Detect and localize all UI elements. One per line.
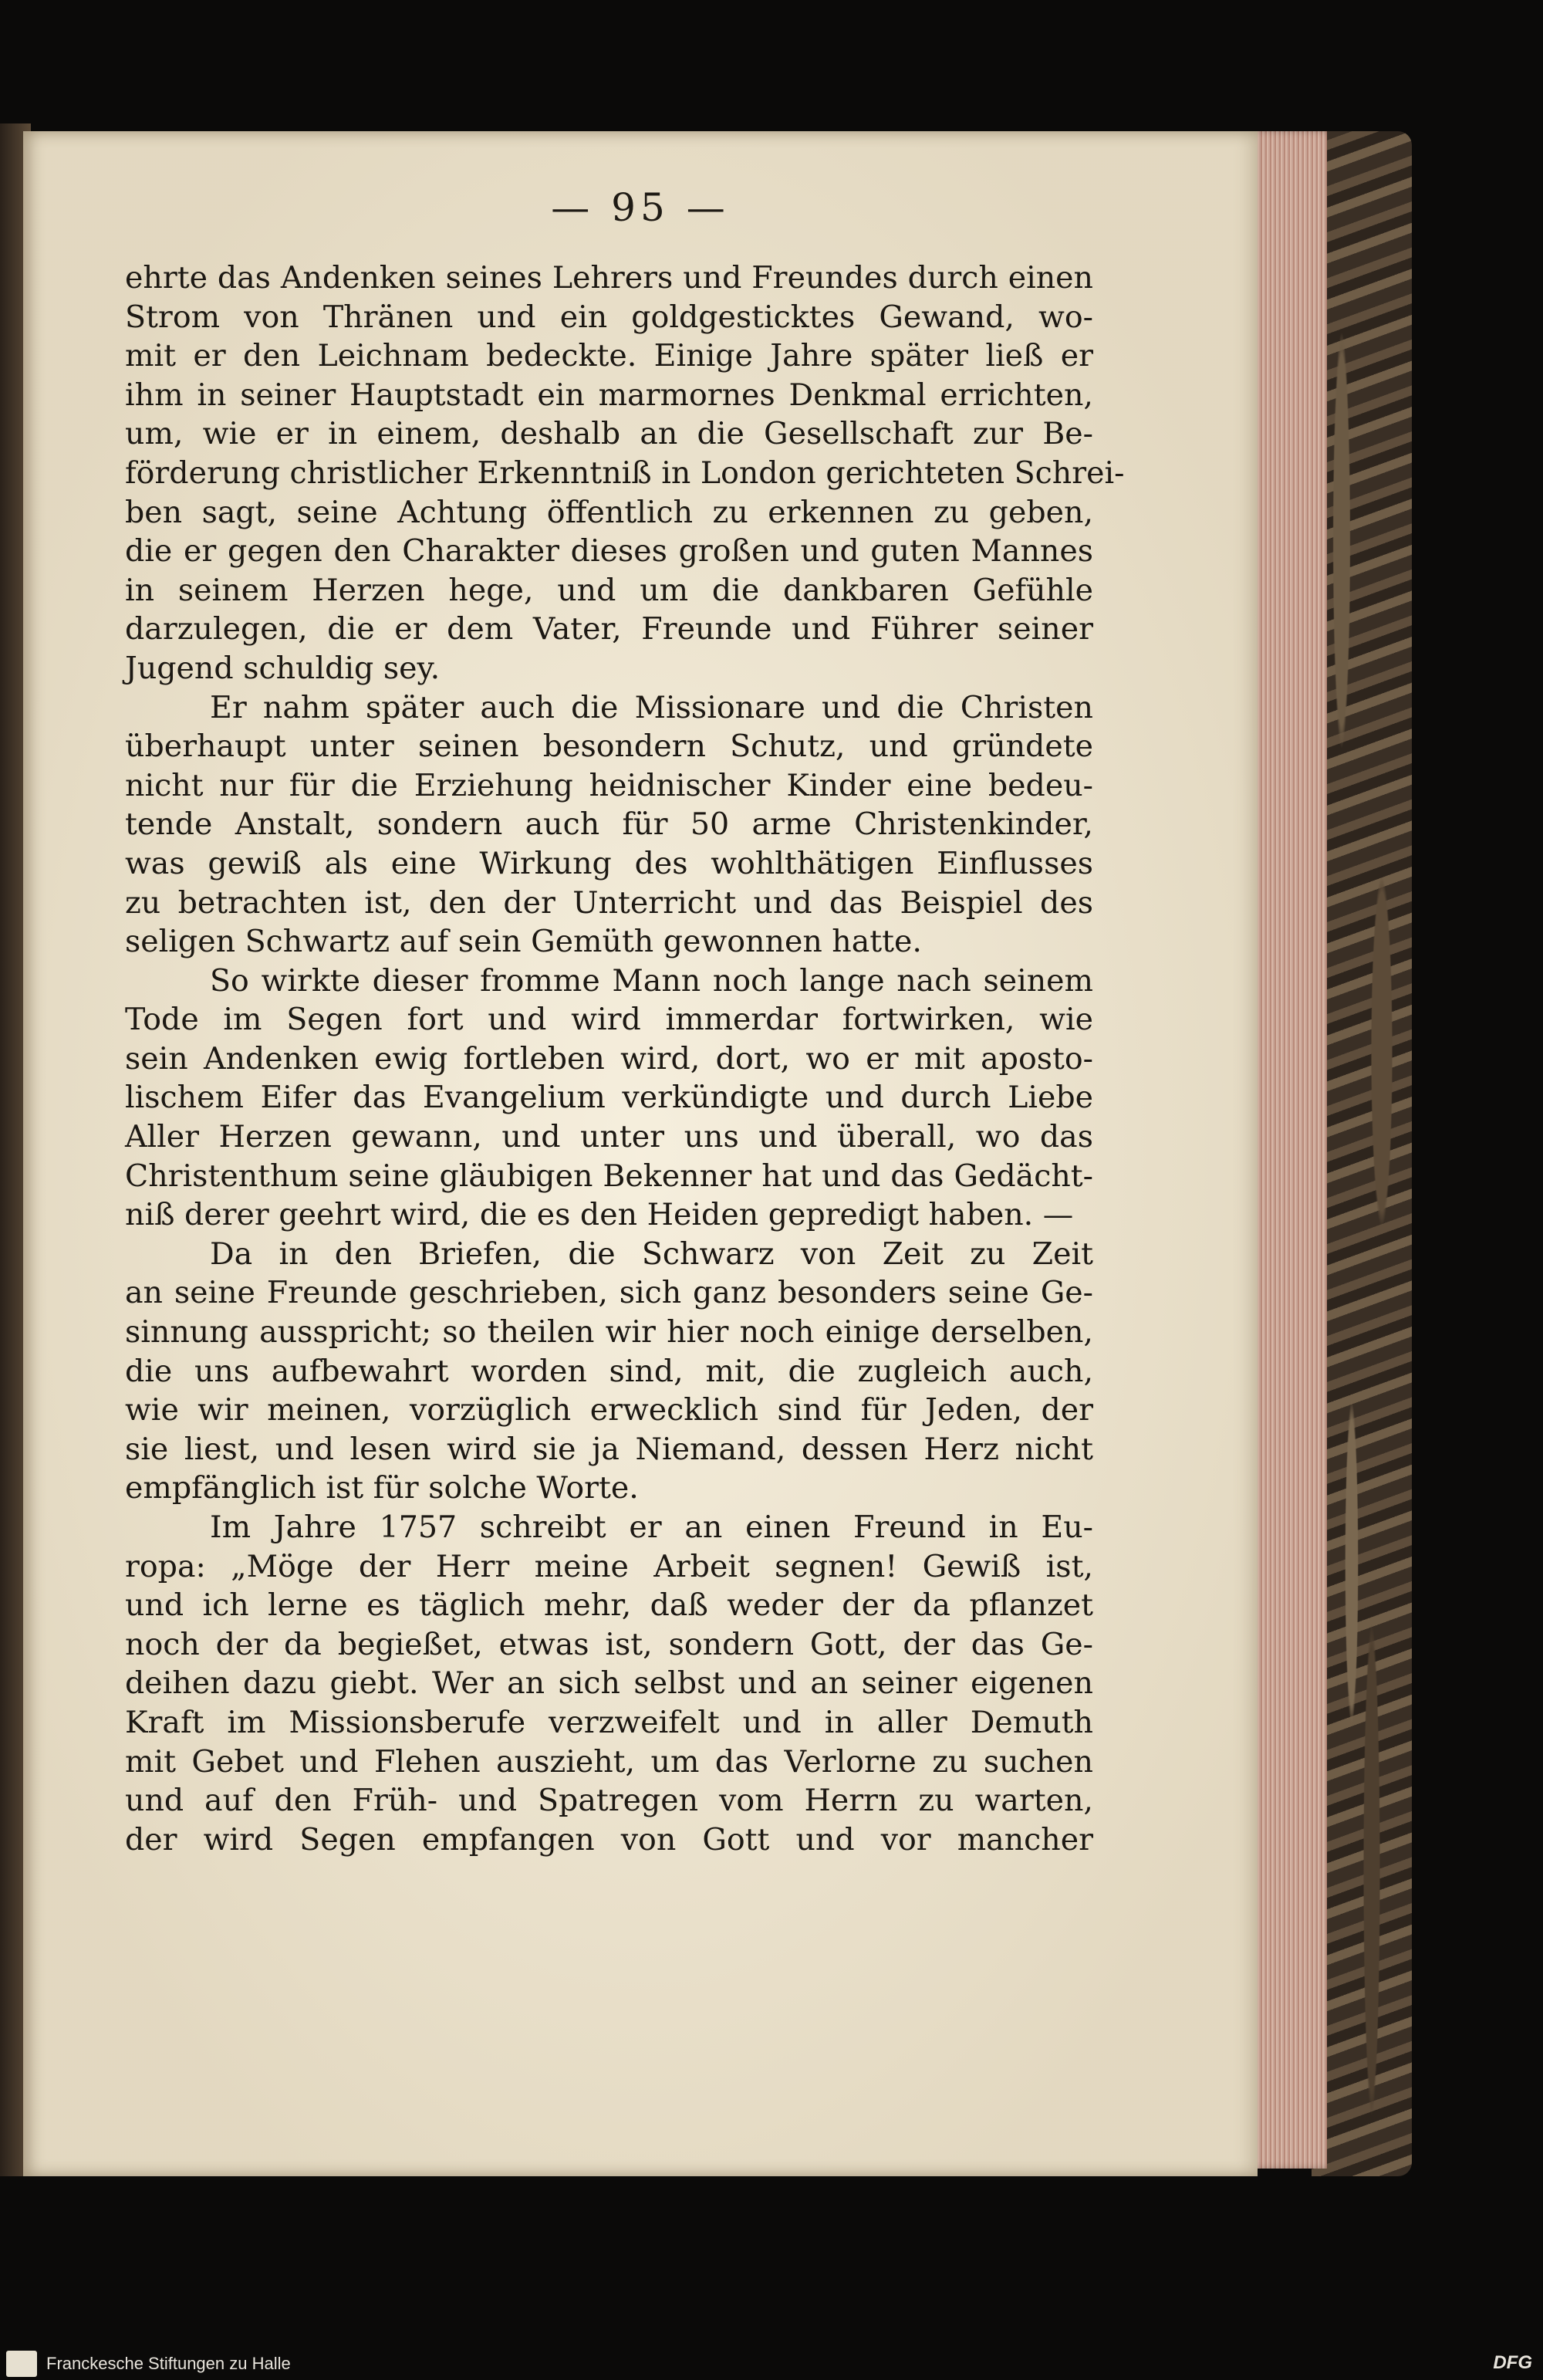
text-line: Strom von Thränen und ein goldgesticktes Gewand, wo- — [125, 299, 1093, 335]
text-line: was gewiß als eine Wirkung des wohlthätigen Einflusses — [125, 845, 1093, 881]
text-line: mit Gebet und Flehen auszieht, um das Verlorne zu suchen — [125, 1743, 1093, 1780]
book-page — [23, 131, 1258, 2176]
text-line: tende Anstalt, sondern auch für 50 arme Christenkinder, — [125, 806, 1093, 843]
text-line: förderung christlicher Erkenntniß in London gerichteten Schrei- — [125, 455, 1125, 491]
text-line: ropa: „Möge der Herr meine Arbeit segnen! Gewiß ist, — [125, 1548, 1093, 1584]
text-line: deihen dazu giebt. Wer an sich selbst und an seiner eigenen — [125, 1665, 1093, 1702]
text-line: um, wie er in einem, deshalb an die Gesellschaft zur Be- — [125, 416, 1093, 452]
text-line: ben sagt, seine Achtung öffentlich zu erkennen zu geben, — [125, 494, 1093, 530]
text-line: noch der da begießet, etwas ist, sondern Gott, der das Ge- — [125, 1626, 1093, 1662]
text-line: Jugend schuldig sey. — [125, 650, 441, 686]
text-line: lischem Eifer das Evangelium verkündigte und durch Liebe — [125, 1080, 1093, 1116]
text-line: und ich lerne es täglich mehr, daß weder der da pflanzet — [125, 1587, 1093, 1624]
text-line: sein Andenken ewig fortleben wird, dort, wo er mit aposto- — [125, 1040, 1093, 1077]
text-line: darzulegen, die er dem Vater, Freunde und Führer seiner — [125, 611, 1093, 647]
text-line: seligen Schwartz auf sein Gemüth gewonnen hatte. — [125, 924, 922, 960]
text-line: Kraft im Missionsberufe verzweifelt und in aller Demuth — [125, 1704, 1093, 1740]
text-line: wie wir meinen, vorzüglich erwecklich sind für Jeden, der — [125, 1392, 1093, 1428]
text-line: die er gegen den Charakter dieses großen und guten Mannes — [125, 533, 1093, 570]
library-credit: Franckesche Stiftungen zu Halle — [46, 2354, 291, 2373]
text-line: So wirkte dieser fromme Mann noch lange nach seinem — [210, 962, 1093, 999]
text-line: ehrte das Andenken seines Lehrers und Freundes durch einen — [125, 260, 1093, 296]
text-line: Aller Herzen gewann, und unter uns und überall, wo das — [125, 1119, 1093, 1155]
text-line: überhaupt unter seinen besondern Schutz, und gründete — [125, 729, 1093, 765]
text-line: an seine Freunde geschrieben, sich ganz besonders seine Ge- — [125, 1275, 1093, 1311]
text-line: Tode im Segen fort und wird immerdar fortwirken, wie — [125, 1002, 1093, 1038]
library-logo-icon — [6, 2351, 37, 2377]
text-line: Christenthum seine gläubigen Bekenner hat und das Gedächt- — [125, 1158, 1093, 1194]
text-line: Da in den Briefen, die Schwarz von Zeit zu Zeit — [210, 1236, 1093, 1272]
text-line: die uns aufbewahrt worden sind, mit, die zugleich auch, — [125, 1353, 1093, 1389]
text-line: sinnung ausspricht; so theilen wir hier noch einige derselben, — [125, 1314, 1093, 1351]
text-line: Im Jahre 1757 schreibt er an einen Freund in Eu- — [210, 1509, 1093, 1545]
text-line: und auf den Früh- und Spatregen vom Herrn zu warten, — [125, 1783, 1093, 1819]
footer-bar — [0, 2346, 1543, 2380]
page-block-edges — [1250, 131, 1327, 2169]
text-line: in seinem Herzen hege, und um die dankbaren Gefühle — [125, 572, 1093, 608]
text-line: nicht nur für die Erziehung heidnischer Kinder eine bedeu- — [125, 767, 1093, 803]
page-number: — 95 — — [551, 185, 730, 230]
text-line: der wird Segen empfangen von Gott und vor mancher — [125, 1821, 1093, 1858]
page-text-block — [125, 259, 1125, 1859]
text-line: zu betrachten ist, den der Unterricht und das Beispiel des — [125, 884, 1093, 921]
text-line: sie liest, und lesen wird sie ja Niemand, dessen Herz nicht — [125, 1431, 1093, 1467]
text-line: niß derer geehrt wird, die es den Heiden gepredigt haben. — — [125, 1197, 1074, 1233]
text-line: mit er den Leichnam bedeckte. Einige Jahre später ließ er — [125, 338, 1093, 374]
text-line: ihm in seiner Hauptstadt ein marmornes Denkmal errichten, — [125, 377, 1093, 413]
text-line: empfänglich ist für solche Worte. — [125, 1470, 639, 1506]
text-line: Er nahm später auch die Missionare und die Christen — [210, 689, 1093, 725]
dfg-logo: DFG — [1493, 2352, 1532, 2373]
